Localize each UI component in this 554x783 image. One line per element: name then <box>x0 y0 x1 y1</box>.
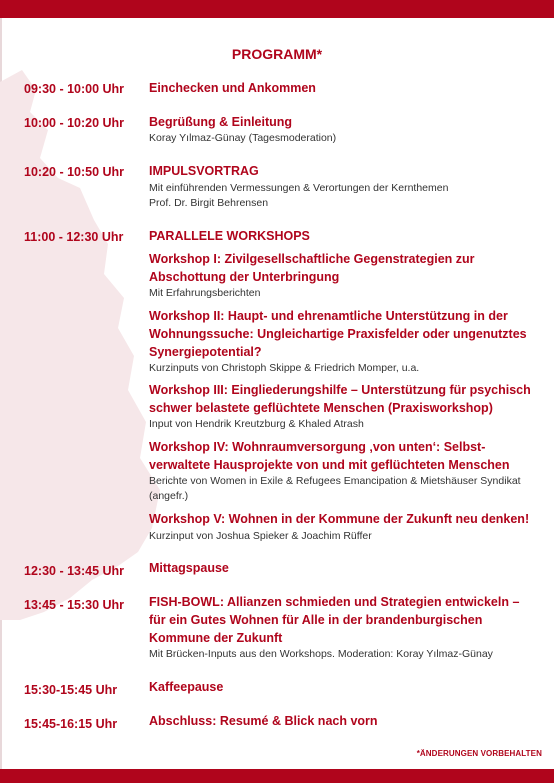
workshop-2-title: Workshop II: Haupt- und ehrenamtliche Unterstützung in der Wohnungssuche: Ungleichartige Praxisfelder oder ungenutztes Synergiepotential? <box>149 309 527 359</box>
agenda-heading: Abschluss: Resumé & Blick nach vorn <box>149 714 378 728</box>
time-slot: 10:00 - 10:20 Uhr <box>24 116 125 130</box>
time-slot: 10:20 - 10:50 Uhr <box>24 165 125 179</box>
agenda-heading: PARALLELE WORKSHOPS <box>149 229 310 243</box>
page-title: PROGRAMM* <box>231 46 323 62</box>
time-slot: 15:45-16:15 Uhr <box>24 717 118 731</box>
footnote: *ÄNDERUNGEN VORBEHALTEN <box>416 749 542 758</box>
time-slot: 11:00 - 12:30 Uhr <box>24 230 124 244</box>
agenda-heading: Kaffeepause <box>149 680 224 694</box>
time-slot: 09:30 - 10:00 Uhr <box>24 82 125 96</box>
top-color-bar <box>0 0 554 18</box>
agenda-subtext: Mit Brücken-Inputs aus den Workshops. Moderation: Koray Yılmaz-Günay <box>149 648 493 660</box>
agenda-subtext: Prof. Dr. Birgit Behrensen <box>149 197 269 209</box>
workshop-4-title: Workshop IV: Wohnraumversorgung ‚von unten‘: Selbst-verwaltete Hausprojekte von und mit geflüchteten Menschen <box>149 440 510 472</box>
time-slot: 12:30 - 13:45 Uhr <box>24 564 125 578</box>
workshop-3-title: Workshop III: Eingliederungshilfe – Unterstützung für psychisch schwer belastete geflüchtete Menschen (Praxisworkshop) <box>149 383 531 415</box>
agenda-subtext: Mit einführenden Vermessungen & Verortungen der Kernthemen <box>149 182 449 194</box>
agenda-heading: IMPULSVORTRAG <box>149 164 259 178</box>
workshop-5-title: Workshop V: Wohnen in der Kommune der Zukunft neu denken! <box>149 512 530 526</box>
agenda-subtext: Koray Yılmaz-Günay (Tagesmoderation) <box>149 132 337 144</box>
workshop-1-subtext: Mit Erfahrungsberichten <box>149 287 261 299</box>
workshop-5-subtext: Kurzinput von Joshua Spieker & Joachim Rüffer <box>149 530 372 542</box>
time-slot: 13:45 - 15:30 Uhr <box>24 598 125 612</box>
time-slot: 15:30-15:45 Uhr <box>24 683 118 697</box>
agenda-heading: FISH-BOWL: Allianzen schmieden und Strategien entwickeln – für ein Gutes Wohnen für Alle in der brandenburgischen Kommune der Zukunft <box>149 595 520 645</box>
agenda-heading: Begrüßung & Einleitung <box>149 115 293 129</box>
workshop-2-subtext: Kurzinputs von Christoph Skippe & Friedrich Momper, u.a. <box>149 362 420 374</box>
agenda-heading: Mittagspause <box>149 561 229 575</box>
workshop-4-subtext: Berichte von Women in Exile & Refugees Emancipation & Mietshäuser Syndikat (angefr.) <box>149 475 521 502</box>
bottom-color-bar <box>0 769 554 783</box>
agenda-heading: Einchecken und Ankommen <box>149 81 316 95</box>
workshop-3-subtext: Input von Hendrik Kreutzburg & Khaled Atrash <box>149 418 364 430</box>
workshop-1-title: Workshop I: Zivilgesellschaftliche Gegenstrategien zur Abschottung der Unterbringung <box>149 252 475 284</box>
